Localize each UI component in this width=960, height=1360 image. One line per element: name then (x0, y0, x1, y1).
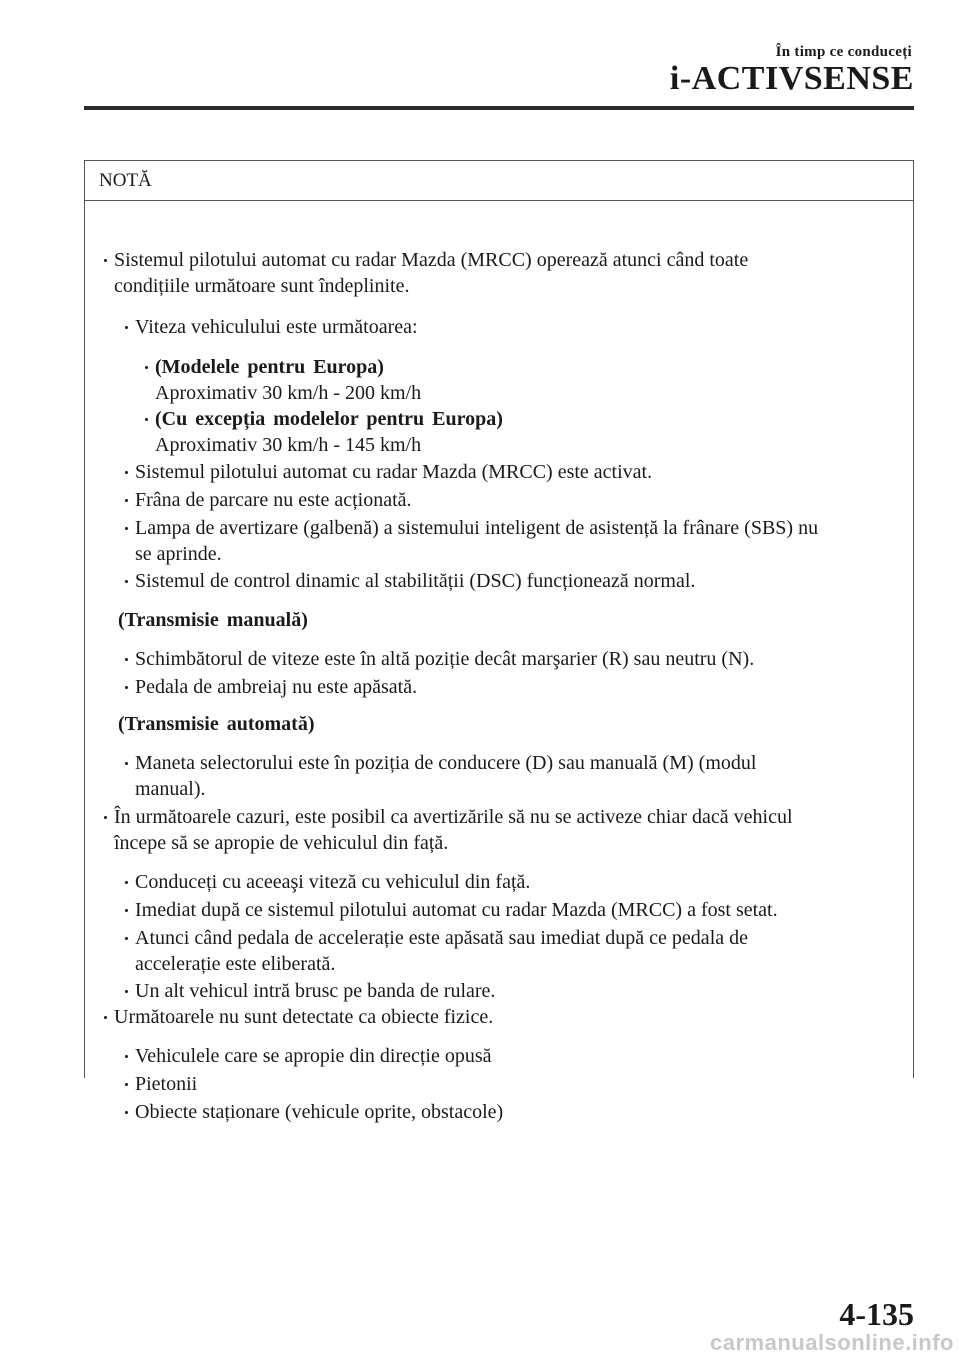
note-subheading: (Modelele pentru Europa) (155, 356, 384, 378)
note-line: accelerație este eliberată. (135, 953, 336, 975)
note-line: Pietonii (135, 1073, 198, 1095)
bullet-dot (125, 990, 128, 993)
section-subtitle: În timp ce conduceți (775, 44, 912, 60)
watermark: carmanualsonline.info (710, 1330, 954, 1355)
note-line: Obiecte staționare (vehicule oprite, obstacole) (135, 1101, 504, 1123)
bullet-dot (125, 499, 128, 502)
bullet-dot (125, 326, 128, 329)
page-title: i-ACTIVSENSE (669, 60, 914, 97)
note-subheading: (Cu excepția modelelor pentru Europa) (155, 408, 503, 430)
note-line: Maneta selectorului este în poziția de conducere (D) sau manuală (M) (modul (135, 752, 757, 774)
note-line: Lampa de avertizare (galbenă) a sistemului inteligent de asistență la frânare (SBS) nu (135, 517, 819, 539)
bullet-dot (125, 762, 128, 765)
bullet-dot (125, 909, 128, 912)
note-line: se aprinde. (135, 543, 222, 565)
bullet-dot (125, 1055, 128, 1058)
bullet-dot (125, 1111, 128, 1114)
note-line: Următoarele nu sunt detectate ca obiecte fizice. (114, 1006, 494, 1028)
note-box (84, 160, 914, 1123)
bullet-dot (104, 1016, 107, 1019)
note-subheading: (Transmisie automată) (118, 713, 315, 735)
note-line: În următoarele cazuri, este posibil ca avertizările să nu se activeze chiar dacă vehicul (114, 806, 793, 828)
bullet-dot (125, 580, 128, 583)
bullet-dot (125, 1083, 128, 1086)
bullet-dot (104, 816, 107, 819)
header-divider (84, 106, 914, 110)
note-line: Pedala de ambreiaj nu este apăsată. (135, 676, 418, 698)
bullet-dot (125, 881, 128, 884)
bullet-dot (125, 658, 128, 661)
bullet-dot (125, 937, 128, 940)
note-line: Atunci când pedala de accelerație este apăsată sau imediat după ce pedala de (135, 927, 748, 949)
bullet-dot (125, 527, 128, 530)
note-line: Aproximativ 30 km/h - 145 km/h (155, 434, 422, 456)
note-line: Conduceți cu aceeaşi viteză cu vehiculul din față. (135, 871, 531, 893)
bullet-dot (145, 418, 148, 421)
bullet-dot (145, 366, 148, 369)
page-number: 4-135 (839, 1296, 914, 1332)
note-line: Vehiculele care se apropie din direcție opusă (135, 1045, 492, 1067)
note-subheading: (Transmisie manuală) (118, 609, 308, 631)
bullet-dot (104, 259, 107, 262)
bullet-dot (125, 471, 128, 474)
note-line: Schimbătorul de viteze este în altă poziție decât marşarier (R) sau neutru (N). (135, 648, 755, 670)
bullet-dot (125, 686, 128, 689)
note-heading: NOTĂ (85, 161, 913, 201)
note-line: Sistemul de control dinamic al stabilității (DSC) funcționează normal. (135, 570, 696, 592)
note-line: începe să se apropie de vehiculul din față. (114, 832, 449, 854)
note-line: Aproximativ 30 km/h - 200 km/h (155, 382, 422, 404)
note-line: Imediat după ce sistemul pilotului automat cu radar Mazda (MRCC) a fost setat. (135, 899, 778, 921)
note-line: Sistemul pilotului automat cu radar Mazda (MRCC) este activat. (135, 461, 653, 483)
note-line: condițiile următoare sunt îndeplinite. (114, 275, 410, 297)
note-line: Frâna de parcare nu este acționată. (135, 489, 412, 511)
note-line: Viteza vehiculului este următoarea: (135, 316, 418, 338)
note-line: manual). (135, 778, 206, 800)
note-line: Sistemul pilotului automat cu radar Mazda (MRCC) operează atunci când toate (114, 249, 749, 271)
note-line: Un alt vehicul intră brusc pe banda de rulare. (135, 980, 496, 1002)
